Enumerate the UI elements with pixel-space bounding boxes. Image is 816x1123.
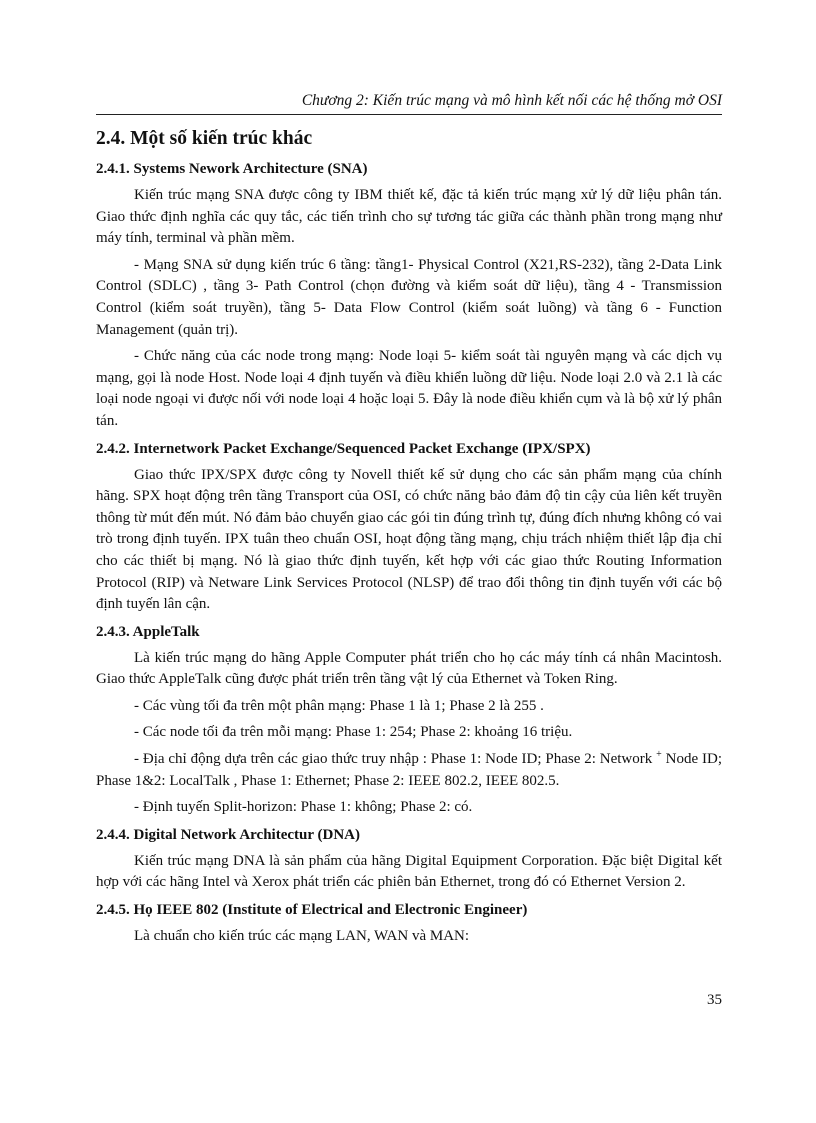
paragraph: Là chuẩn cho kiến trúc các mạng LAN, WAN và MAN: [134, 928, 470, 945]
page-content [96, 127, 722, 953]
paragraph: - Chức năng của các node trong mạng: Node loại 5- kiểm soát tài nguyên mạng và các dịch vụ mạng, gọi là node Host. Node loại 4 định tuyến và điều khiển luồng dữ liệu. Node loại 2.0 và 2.1 là các loại node ngoại vi được nối với node loại 4 hoặc loại 5. Đây là node điều khiển cụm và là bộ xử lý phân tán. [96, 348, 722, 429]
bullet-item: - Các vùng tối đa trên một phân mạng: Phase 1 là 1; Phase 2 là 255 . [134, 697, 544, 714]
section-title: 2.4. Một số kiến trúc khác [96, 128, 313, 149]
superscript-plus: + [656, 749, 662, 761]
subsection-heading-ieee-802: 2.4.5. Họ IEEE 802 (Institute of Electrical and Electronic Engineer) [96, 902, 528, 919]
paragraph: - Mạng SNA sử dụng kiến trúc 6 tầng: tầng1- Physical Control (X21,RS-232), tầng 2-Data Link Control (SDLC) , tầng 3- Path Control (chọn đường và kiểm soát dữ liệu), tầng 4 - Transmission Control (kiểm soát truyền), tầng 5- Data Flow Control (kiểm soát luồng) và tầng 6 - Function Management (quản trị). [96, 256, 722, 338]
page-number: 35 [707, 992, 722, 1008]
bullet-text: Node ID; Phase 1&2: LocalTalk , Phase 1: Ethernet; Phase 2: IEEE 802.2, IEEE 802.5. [96, 751, 722, 789]
bullet-text: - Địa chỉ động dựa trên các giao thức truy nhập : Phase 1: Node ID; Phase 2: Network [134, 751, 657, 768]
subsection-heading-appletalk: 2.4.3. AppleTalk [96, 623, 200, 640]
paragraph: Giao thức IPX/SPX được công ty Novell thiết kế sử dụng cho các sản phẩm mạng của chính hãng. SPX hoạt động trên tầng Transport của OSI, có chức năng bảo đảm độ tin cậy của liên kết truyền thông từ mút đến mút. Nó đảm bảo chuyển giao các gói tin đúng trình tự, đúng đích nhưng không có vai trò trong định tuyến. IPX tuân theo chuẩn OSI, hoạt động tầng mạng, chịu trách nhiệm thiết lập địa chỉ cho các thiết bị mạng. Nó là giao thức định tuyến, kết hợp với các giao thức Routing Information Protocol (RIP) và Netware Link Services Protocol (NLSP) để trao đổi thông tin định tuyến với các bộ định tuyến lân cận. [96, 466, 722, 613]
subsection-heading-ipx-spx: 2.4.2. Internetwork Packet Exchange/Sequenced Packet Exchange (IPX/SPX) [96, 440, 591, 457]
paragraph: Là kiến trúc mạng do hãng Apple Computer phát triển cho họ các máy tính cá nhân Macintosh. Giao thức AppleTalk cũng được phát triển trên tầng vật lý của Ethernet và Token Ring. [96, 649, 722, 688]
paragraph: Kiến trúc mạng DNA là sản phẩm của hãng Digital Equipment Corporation. Đặc biệt Digital kết hợp với các hãng Intel và Xerox phát triển các phiên bản Ethernet, trong đó có Ethernet Version 2. [96, 852, 722, 891]
bullet-item [96, 749, 722, 792]
running-header: Chương 2: Kiến trúc mạng và mô hình kết nối các hệ thống mở OSI [301, 92, 722, 109]
paragraph: Kiến trúc mạng SNA được công ty IBM thiết kế, đặc tả kiến trúc mạng xử lý dữ liệu phân tán. Giao thức định nghĩa các quy tắc, các tiến trình cho sự tương tác giữa các thành phần trong mạng như máy tính, terminal và phần mềm. [96, 187, 722, 247]
subsection-heading-dna: 2.4.4. Digital Network Architectur (DNA) [96, 826, 360, 843]
header-rule [96, 114, 722, 115]
subsection-heading-sna: 2.4.1. Systems Nework Architecture (SNA) [96, 161, 368, 177]
bullet-item: - Các node tối đa trên mỗi mạng: Phase 1: 254; Phase 2: khoảng 16 triệu. [134, 724, 573, 741]
bullet-item: - Định tuyến Split-horizon: Phase 1: không; Phase 2: có. [134, 799, 473, 816]
